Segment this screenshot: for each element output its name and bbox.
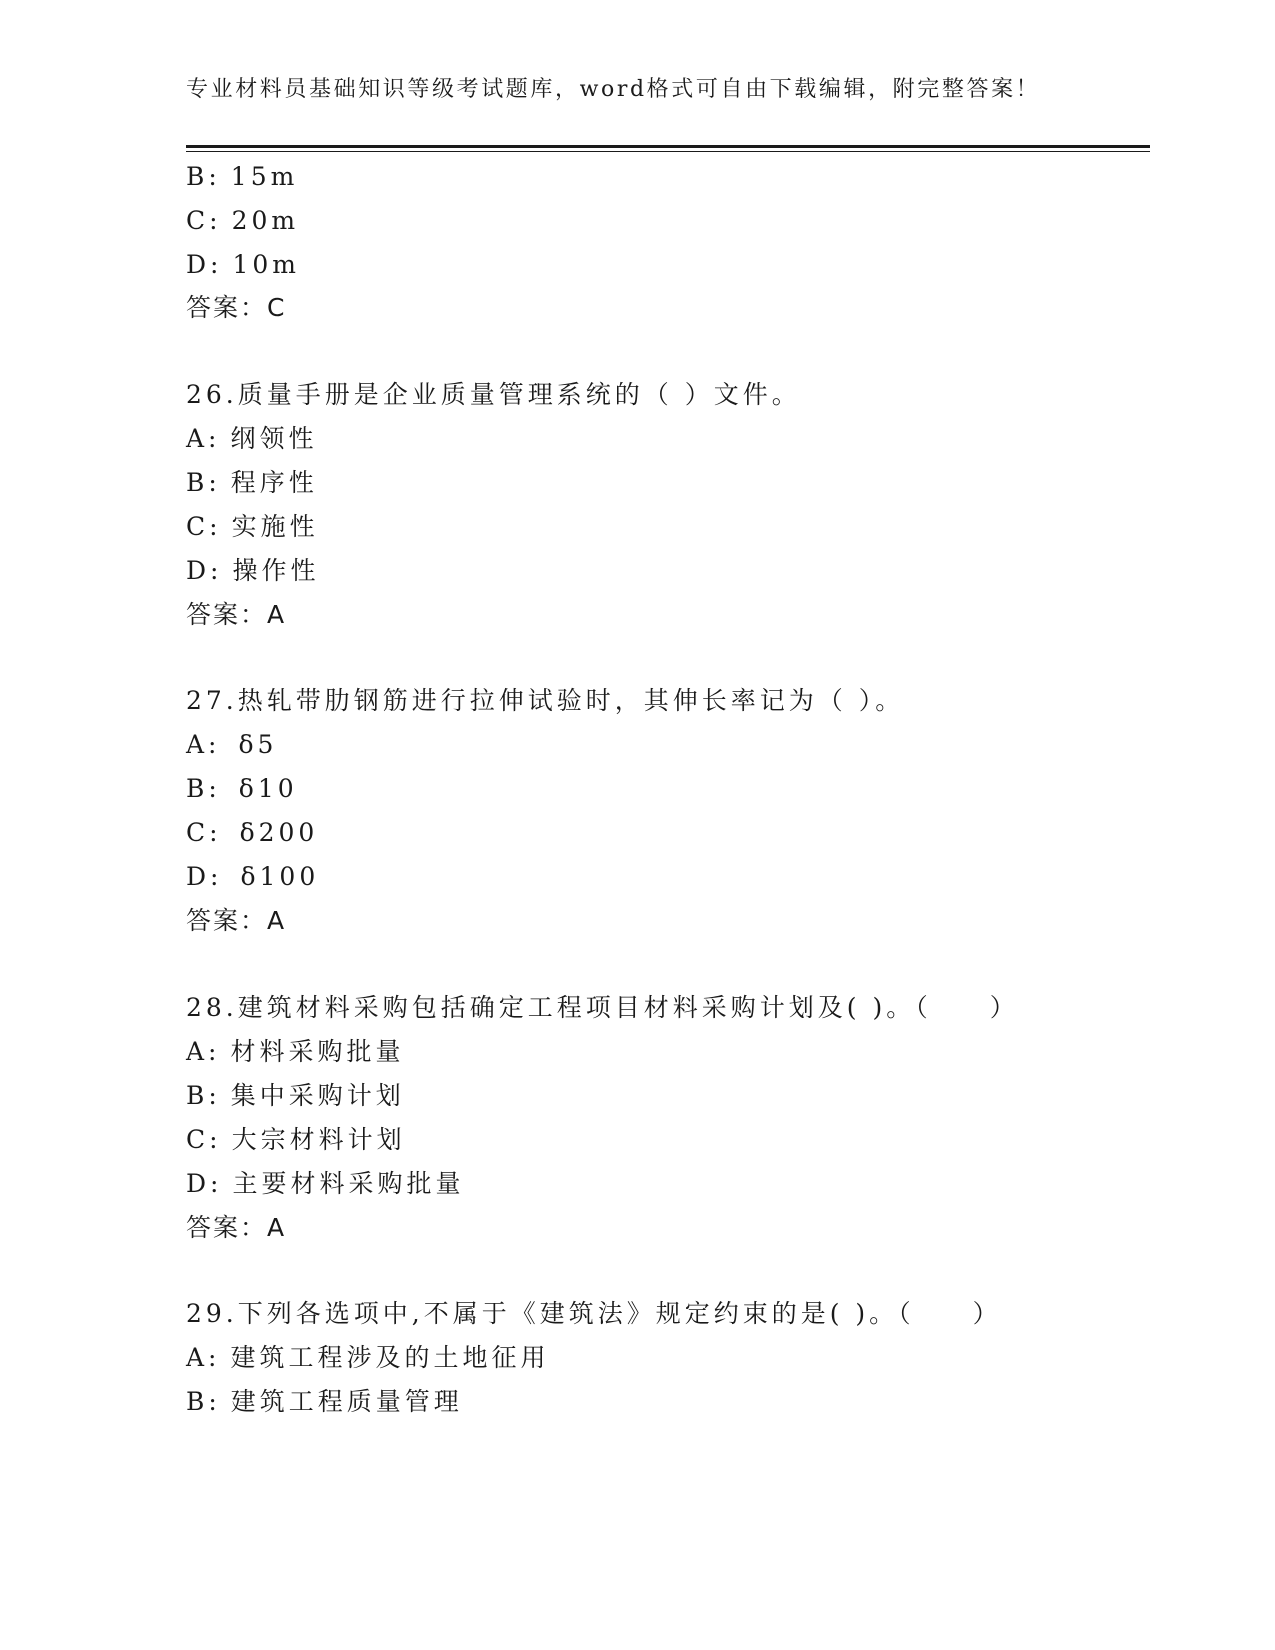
question-28-stem: 28.建筑材料采购包括确定工程项目材料采购计划及( )。（ ）	[186, 993, 1019, 1022]
answer-line: 答案：C	[186, 293, 287, 322]
answer-line: 答案：A	[186, 906, 287, 935]
option-c: C: 20m	[186, 206, 300, 235]
option-c: C: δ200	[186, 818, 319, 847]
question-26-stem: 26.质量手册是企业质量管理系统的（ ）文件。	[186, 380, 801, 409]
option-a: A: 建筑工程涉及的土地征用	[186, 1343, 550, 1372]
option-b: B: δ10	[186, 774, 298, 803]
option-b: B: 集中采购计划	[186, 1081, 405, 1110]
option-b: B: 15m	[186, 162, 299, 191]
question-29-stem: 29.下列各选项中,不属于《建筑法》规定约束的是( )。（ ）	[186, 1299, 1002, 1328]
option-a: A: δ5	[186, 730, 278, 759]
option-d: D: 操作性	[186, 556, 320, 585]
header-rule-thick	[186, 145, 1150, 148]
option-c: C: 大宗材料计划	[186, 1125, 406, 1154]
question-27-stem: 27.热轧带肋钢筋进行拉伸试验时，其伸长率记为（ ）。	[186, 686, 905, 715]
page-header: 专业材料员基础知识等级考试题库，word格式可自由下载编辑，附完整答案！	[186, 77, 1041, 102]
answer-line: 答案：A	[186, 600, 287, 629]
option-a: A: 材料采购批量	[186, 1037, 405, 1066]
option-d: D: δ100	[186, 862, 320, 891]
option-d: D: 主要材料采购批量	[186, 1169, 465, 1198]
option-c: C: 实施性	[186, 512, 319, 541]
option-b: B: 程序性	[186, 468, 318, 497]
option-d: D: 10m	[186, 250, 300, 279]
option-a: A: 纲领性	[186, 424, 318, 453]
header-rule-thin	[186, 151, 1150, 152]
answer-line: 答案：A	[186, 1213, 287, 1242]
option-b: B: 建筑工程质量管理	[186, 1387, 463, 1416]
